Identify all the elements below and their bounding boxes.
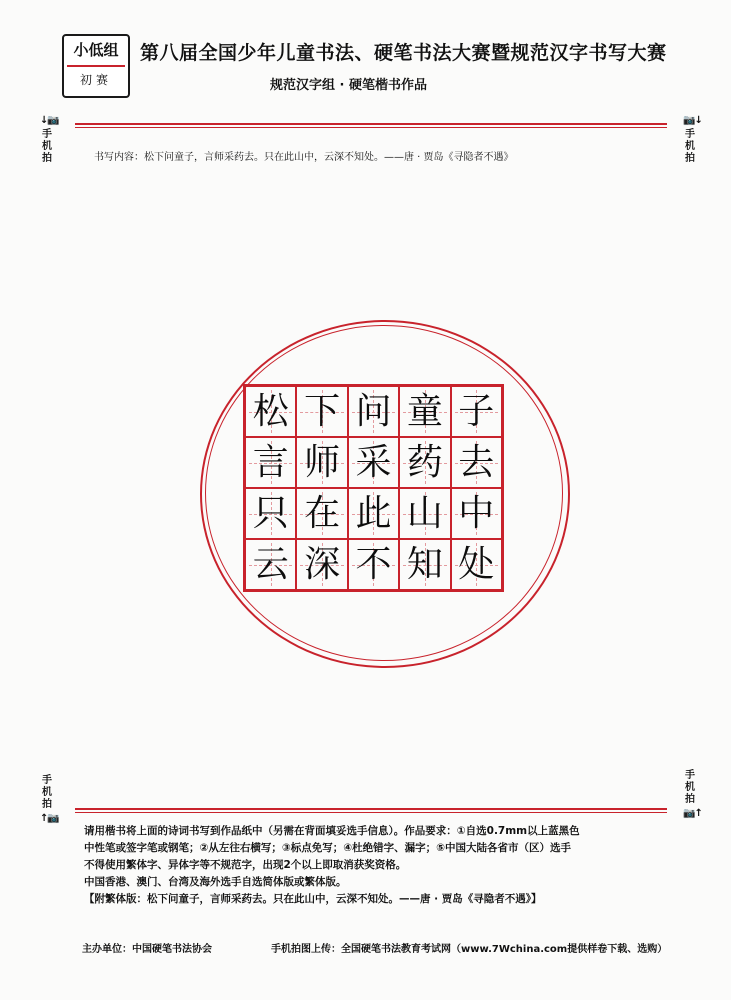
upload-info-text: 手机拍图上传：全国硬笔书法教育考试网（www.7Wchina.com提供样卷下载、选购） — [271, 944, 668, 955]
side-mark-label: 手机拍 — [42, 129, 52, 164]
requirement-line: 中性笔或签字笔或钢笔；②从左往右横写；③标点免写；④杜绝错字、漏字；⑤中国大陆各省市（区）选手 — [84, 842, 572, 854]
grid-cell: 言 — [245, 437, 296, 488]
writing-requirements — [84, 823, 704, 908]
side-mark-bottom-right — [683, 770, 702, 820]
grid-cell: 子 — [451, 386, 502, 437]
camera-arrow-icon: ↑📷 — [40, 813, 59, 824]
group-badge — [62, 34, 130, 98]
badge-level: 小低组 — [73, 41, 119, 59]
requirement-line: 请用楷书将上面的诗词书写到作品纸中（另需在背面填妥选手信息）。作品要求：①自选0.7mm以上蓝黑色 — [84, 825, 580, 837]
requirement-line: 【附繁体版：松下问童子，言师采药去。只在此山中，云深不知处。——唐 · 贾岛《寻隐者不遇》】 — [84, 893, 542, 905]
grid-cell: 处 — [451, 539, 502, 590]
side-mark-bottom-left — [40, 775, 59, 825]
grid-cell: 不 — [348, 539, 399, 590]
grid-cell: 师 — [296, 437, 347, 488]
side-mark-label: 手机拍 — [685, 770, 695, 805]
grid-cell: 药 — [399, 437, 450, 488]
grid-cell: 下 — [296, 386, 347, 437]
grid-cell: 问 — [348, 386, 399, 437]
badge-stage: 初赛 — [79, 73, 112, 87]
camera-arrow-icon: 📷↓ — [683, 115, 702, 126]
organizer-text: 主办单位：中国硬笔书法协会 — [82, 944, 212, 955]
page-title: 第八届全国少年儿童书法、硬笔书法大赛暨规范汉字书写大赛 — [140, 42, 667, 64]
grid-cell: 云 — [245, 539, 296, 590]
grid-cell: 深 — [296, 539, 347, 590]
camera-arrow-icon: ↓📷 — [40, 115, 59, 126]
side-mark-top-left — [40, 115, 59, 165]
top-red-rule — [75, 123, 667, 128]
grid-cell: 知 — [399, 539, 450, 590]
requirement-line: 不得使用繁体字、异体字等不规范字，出现2个以上即取消获奖资格。 — [84, 859, 407, 871]
grid-cell: 童 — [399, 386, 450, 437]
writing-content-line: 书写内容：松下问童子，言师采药去。只在此山中，云深不知处。——唐 · 贾岛《寻隐者不遇》 — [94, 152, 514, 163]
grid-cell: 去 — [451, 437, 502, 488]
grid-cell: 只 — [245, 488, 296, 539]
side-mark-label: 手机拍 — [685, 129, 695, 164]
grid-cell: 在 — [296, 488, 347, 539]
side-mark-top-right — [683, 115, 702, 165]
side-mark-label: 手机拍 — [42, 775, 52, 810]
grid-cell: 中 — [451, 488, 502, 539]
calligraphy-grid — [243, 384, 504, 592]
camera-arrow-icon: 📷↑ — [683, 808, 702, 819]
grid-cell: 山 — [399, 488, 450, 539]
grid-cell: 此 — [348, 488, 399, 539]
grid-cell: 采 — [348, 437, 399, 488]
bottom-red-rule — [75, 808, 667, 813]
grid-cell: 松 — [245, 386, 296, 437]
requirement-line: 中国香港、澳门、台湾及海外选手自选简体版或繁体版。 — [84, 876, 347, 888]
page-subtitle: 规范汉字组 · 硬笔楷书作品 — [270, 78, 427, 93]
